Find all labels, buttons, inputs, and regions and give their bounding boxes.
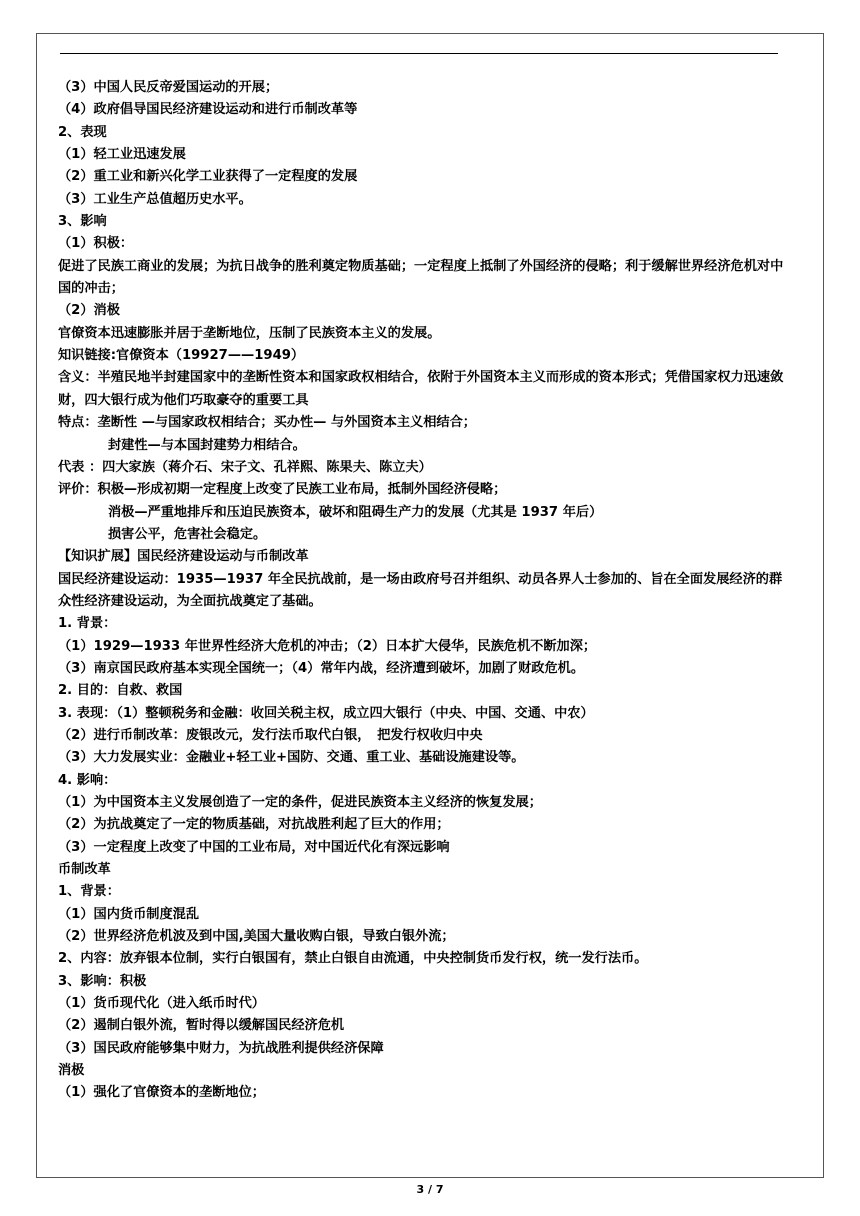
text-line: 2. 目的：自救、救国 — [58, 683, 183, 699]
text-line: （2）为抗战奠定了一定的物质基础，对抗战胜利起了巨大的作用； — [58, 817, 450, 833]
knowledge-link-title: 知识链接:官僚资本（19927——1949） — [58, 348, 305, 364]
text-line: （4）政府倡导国民经济建设运动和进行币制改革等 — [58, 102, 358, 118]
paragraph: 含义：半殖民地半封建国家中的垄断性资本和国家政权相结合，依附于外国资本主义而形成的资本形式；凭借国家权力迅速敛财，四大银行成为他们巧取豪夺的重要工具 — [58, 370, 784, 408]
paragraph: 国民经济建设运动：1935—1937 年全民抗战前，是一场由政府号召并组织、动员各界人士参加的、旨在全面发展经济的群众性经济建设运动，为全面抗战奠定了基础。 — [58, 571, 783, 609]
section-heading: 3、影响：积极 — [58, 973, 147, 989]
text-line: 代表 ：四大家族（蒋介石、宋子文、孔祥熙、陈果夫、陈立夫） — [58, 459, 432, 475]
text-line: （3）国民政府能够集中财力，为抗战胜利提供经济保障 — [58, 1040, 384, 1056]
section-heading: 消极 — [58, 1063, 85, 1079]
text-line: （3）工业生产总值超历史水平。 — [58, 191, 252, 207]
text-line: （1）货币现代化（进入纸币时代） — [58, 996, 265, 1012]
text-line: （1）强化了官僚资本的垄断地位； — [58, 1085, 265, 1101]
knowledge-extension-title: 【知识扩展】国民经济建设运动与币制改革 — [58, 549, 309, 565]
section-heading: 2、表现 — [58, 124, 107, 140]
text-line: （3）大力发展实业：金融业+轻工业+国防、交通、重工业、基础设施建设等。 — [58, 750, 525, 766]
section-heading: 3、影响 — [58, 214, 107, 230]
section-heading: 4. 影响： — [58, 772, 117, 788]
paragraph: 促进了民族工商业的发展；为抗日战争的胜利奠定物质基础；一定程度上抵制了外国经济的侵略；利于缓解世界经济危机对中国的冲击； — [58, 258, 784, 297]
text-line: 3. 表现：（1）整顿税务和金融：收回关税主权，成立四大银行（中央、中国、交通、中农） — [58, 705, 594, 721]
text-line: （1）积极： — [58, 236, 134, 252]
text-line: 损害公平，危害社会稳定。 — [108, 526, 267, 542]
text-line: （2）世界经济危机波及到中国,美国大量收购白银，导致白银外流； — [58, 929, 455, 945]
text-line: 官僚资本迅速膨胀并居于垄断地位，压制了民族资本主义的发展。 — [58, 325, 441, 341]
text-line: 消极—严重地排斥和压迫民族资本，破坏和阻碍生产力的发展（尤其是 1937 年后） — [108, 504, 603, 520]
text-line: （3）一定程度上改变了中国的工业布局，对中国近代化有深远影响 — [58, 839, 450, 855]
section-heading: 币制改革 — [58, 862, 111, 878]
text-line: （2）重工业和新兴化学工业获得了一定程度的发展 — [58, 169, 358, 185]
text-line: 2、内容：放弃银本位制，实行白银国有，禁止白银自由流通，中央控制货币发行权，统一发行法币。 — [58, 951, 648, 967]
text-line: （3）中国人民反帝爱国运动的开展； — [58, 80, 279, 95]
text-line: （1）轻工业迅速发展 — [58, 147, 186, 163]
text-line: （2）消极 — [58, 303, 120, 319]
text-line: （1）1929—1933 年世界性经济大危机的冲击；（2）日本扩大侵华，民族危机不断加深； — [58, 638, 597, 654]
section-heading: 1. 背景： — [58, 616, 117, 632]
text-line: （2）进行币制改革：废银改元，发行法币取代白银， 把发行权收归中央 — [58, 727, 483, 743]
text-line: （3）南京国民政府基本实现全国统一；（4）常年内战，经济遭到破坏，加剧了财政危机。 — [58, 660, 585, 676]
section-heading: 1、背景： — [58, 884, 120, 900]
text-line: （2）遏制白银外流，暂时得以缓解国民经济危机 — [58, 1018, 345, 1034]
text-line: 评价：积极—形成初期一定程度上改变了民族工业布局，抵制外国经济侵略； — [58, 482, 507, 498]
header-rule — [60, 53, 778, 54]
page-number: 3 / 7 — [416, 1183, 444, 1196]
text-line: 封建性—与本国封建势力相结合。 — [108, 437, 306, 453]
text-line: 特点：垄断性 —与国家政权相结合；买办性— 与外国资本主义相结合； — [58, 415, 476, 431]
text-line: （1）国内货币制度混乱 — [58, 906, 200, 922]
text-line: （1）为中国资本主义发展创造了一定的条件，促进民族资本主义经济的恢复发展； — [58, 795, 542, 810]
document-body — [58, 77, 788, 1105]
